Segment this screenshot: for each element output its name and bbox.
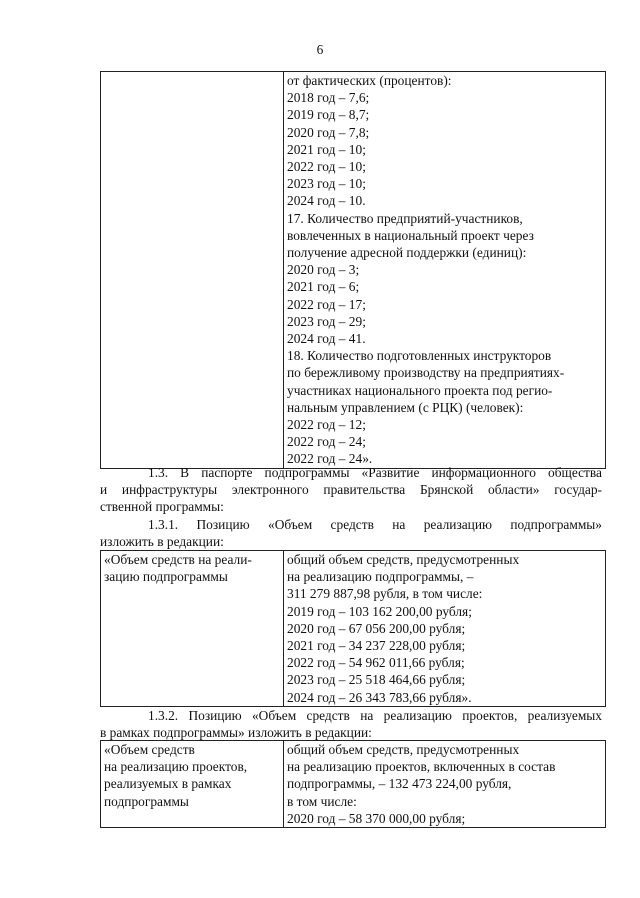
table-cell-position-name xyxy=(101,741,284,828)
cell-line: 2022 год – 24». xyxy=(287,451,373,467)
table-cell-position-name xyxy=(101,551,284,707)
cell-line: нальным управлением (с РЦК) (человек): xyxy=(287,399,524,415)
cell-line: подпрограммы, – 132 473 224,00 рубля, xyxy=(287,776,512,792)
cell-line: 2018 год – 7,6; xyxy=(287,90,370,106)
cell-line: в том числе: xyxy=(287,793,357,809)
table-row xyxy=(101,741,606,828)
cell-line: 2020 год – 3; xyxy=(287,262,360,278)
table-cell-left-empty xyxy=(101,72,284,469)
table-cell-indicators xyxy=(284,72,606,469)
cell-line: по бережливому производству на предприятиях- xyxy=(287,365,565,381)
paragraph-1-3 xyxy=(100,464,602,516)
cell-line: на реализацию подпрограммы, – xyxy=(287,569,474,585)
cell-line: 2022 год – 54 962 011,66 рубля; xyxy=(287,655,465,671)
cell-line: 311 279 887,98 рубля, в том числе: xyxy=(287,586,483,602)
table-subprogram-funding xyxy=(100,550,606,707)
paragraph-1-3-2 xyxy=(100,707,602,741)
cell-line: 2024 год – 26 343 783,66 рубля». xyxy=(287,689,472,705)
cell-line: подпрограммы xyxy=(104,793,189,809)
cell-line: «Объем средств на реали- xyxy=(104,552,252,567)
cell-line: общий объем средств, предусмотренных xyxy=(287,742,520,757)
cell-line: 2020 год – 7,8; xyxy=(287,124,370,140)
paragraph-line: изложить в редакции: xyxy=(100,534,224,550)
cell-line: 2023 год – 25 518 464,66 рубля; xyxy=(287,672,466,688)
cell-line: вовлеченных в национальный проект через xyxy=(287,227,534,243)
cell-line: 17. Количество предприятий-участников, xyxy=(287,210,523,226)
cell-line: 2022 год – 17; xyxy=(287,296,366,312)
cell-line: 2020 год – 67 056 200,00 рубля; xyxy=(287,620,466,636)
cell-line: 2024 год – 10. xyxy=(287,193,366,209)
cell-line: на реализацию проектов, xyxy=(104,759,248,775)
cell-line: 2021 год – 10; xyxy=(287,141,366,157)
cell-line: 2022 год – 24; xyxy=(287,434,366,450)
table-indicators-continued xyxy=(100,71,606,469)
cell-line: 2019 год – 103 162 200,00 рубля; xyxy=(287,603,472,619)
cell-line: 18. Количество подготовленных инструкторов xyxy=(287,348,552,364)
cell-line: 2021 год – 34 237 228,00 рубля; xyxy=(287,638,466,654)
cell-line: 2022 год – 10; xyxy=(287,159,366,175)
page-number: 6 xyxy=(316,42,324,57)
table-cell-position-value xyxy=(284,741,606,828)
cell-line: на реализацию проектов, включенных в состав xyxy=(287,759,556,775)
paragraph-line: и инфраструктуры электронного правительства Брянской области» государ- xyxy=(100,482,602,498)
paragraph-line: 1.3.2. Позицию «Объем средств на реализацию проектов, реализуемых xyxy=(148,708,602,723)
cell-line: 2022 год – 12; xyxy=(287,417,366,433)
cell-line: общий объем средств, предусмотренных xyxy=(287,552,520,567)
paragraph-line: в рамках подпрограммы» изложить в редакции: xyxy=(100,725,372,741)
cell-line: реализуемых в рамках xyxy=(104,776,232,792)
cell-line: 2021 год – 6; xyxy=(287,279,360,295)
table-projects-funding xyxy=(100,740,606,828)
cell-line: 2024 год – 41. xyxy=(287,331,366,347)
cell-line: зацию подпрограммы xyxy=(104,569,228,585)
cell-line: получение адресной поддержки (единиц): xyxy=(287,245,527,261)
cell-line: 2023 год – 29; xyxy=(287,313,366,329)
paragraph-line: ственной программы: xyxy=(100,499,224,515)
paragraph-line: 1.3. В паспорте подпрограммы «Развитие информационного общества xyxy=(148,465,602,480)
cell-line: от фактических (процентов): xyxy=(287,73,452,88)
cell-line: 2019 год – 8,7; xyxy=(287,107,370,123)
table-cell-position-value xyxy=(284,551,606,707)
cell-line: участниках национального проекта под регио- xyxy=(287,382,553,398)
paragraph-line: 1.3.1. Позицию «Объем средств на реализацию подпрограммы» xyxy=(148,517,602,532)
table-row xyxy=(101,551,606,707)
cell-line: 2023 год – 10; xyxy=(287,176,366,192)
cell-line: «Объем средств xyxy=(104,742,195,757)
paragraph-1-3-1 xyxy=(100,516,602,550)
cell-line: 2020 год – 58 370 000,00 рубля; xyxy=(287,810,466,826)
table-row xyxy=(101,72,606,469)
